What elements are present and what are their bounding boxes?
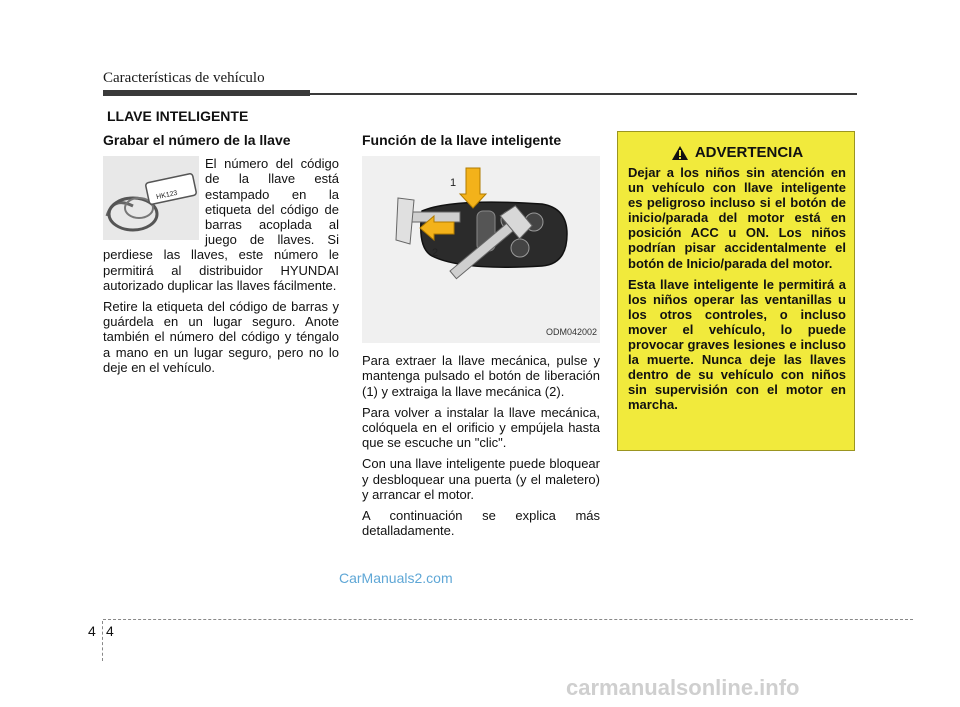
header-rule-thin (310, 93, 857, 95)
smart-key-figure (362, 156, 600, 343)
middle-paragraph-1: Para extraer la llave mecánica, pulse y mantenga pulsado el botón de liberación (1) y extraiga la llave mecánica (2). (362, 353, 600, 399)
figure-caption: ODM042002 (545, 327, 597, 337)
callout-2: 2 (432, 247, 439, 260)
left-paragraph-1: El número del código de la llave está estampado en la etiqueta del código de barras acoplada al juego de llaves. Si perdiese las llaves, este número le permitirá al distribuidor HYUNDAI autorizado duplicar las llaves fácilmente. (103, 156, 339, 293)
warning-box (617, 131, 855, 451)
middle-column-title: Función de la llave inteligente (362, 132, 562, 148)
warning-paragraph-1: Dejar a los niños sin atención en un vehículo con llave inteligente es peligroso incluso si el botón de inicio/parada del motor está en posición ACC u ON. Los niños podrían pisar accidentalmente el botón de Inicio/parada del motor. (628, 165, 846, 271)
left-column-title: Grabar el número de la llave (103, 132, 291, 148)
left-paragraph-2: Retire la etiqueta del código de barras y guárdela en un lugar seguro. Anote también el número del código y téngalo a mano en un lugar seguro, pero no lo deje en el vehículo. (103, 299, 339, 375)
middle-paragraph-2: Para volver a instalar la llave mecánica, colóquela en el orificio y empújela hasta que se escuche un "clic". (362, 404, 600, 451)
watermark-link[interactable]: CarManuals2.com (339, 570, 453, 586)
warning-triangle-icon (671, 145, 689, 161)
left-column (103, 133, 339, 381)
middle-paragraph-3: Con una llave inteligente puede bloquear y desbloquear una puerta (y el maletero) y arrancar el motor. (362, 456, 600, 502)
warning-paragraph-2: Esta llave inteligente le permitirá a los niños operar las ventanillas u los otros controles, o incluso mover el vehículo, lo puede provocar graves lesiones e incluso la muerte. Nunca deje las llaves dentro de su vehículo con niños sin supervisión con el motor en marcha. (628, 276, 846, 413)
page-number: 4 (106, 623, 114, 639)
key-tag-illustration (103, 156, 199, 240)
section-title: LLAVE INTELIGENTE (107, 108, 249, 124)
running-header: Características de vehículo (103, 70, 265, 86)
warning-text (628, 165, 846, 413)
middle-column (362, 133, 600, 544)
smart-key-illustration (362, 156, 600, 343)
footer-divider (102, 621, 103, 661)
footer-rule (103, 619, 913, 620)
callout-1: 1 (450, 177, 457, 190)
page-section-number: 4 (88, 623, 96, 639)
watermark-bottom: carmanualsonline.info (566, 675, 800, 700)
header-rule (103, 90, 310, 96)
warning-title: ADVERTENCIA (694, 144, 804, 161)
warning-header (628, 144, 846, 161)
key-tag-label: HK123 (155, 190, 179, 202)
middle-paragraph-4: A continuación se explica más detalladamente. (362, 508, 600, 539)
